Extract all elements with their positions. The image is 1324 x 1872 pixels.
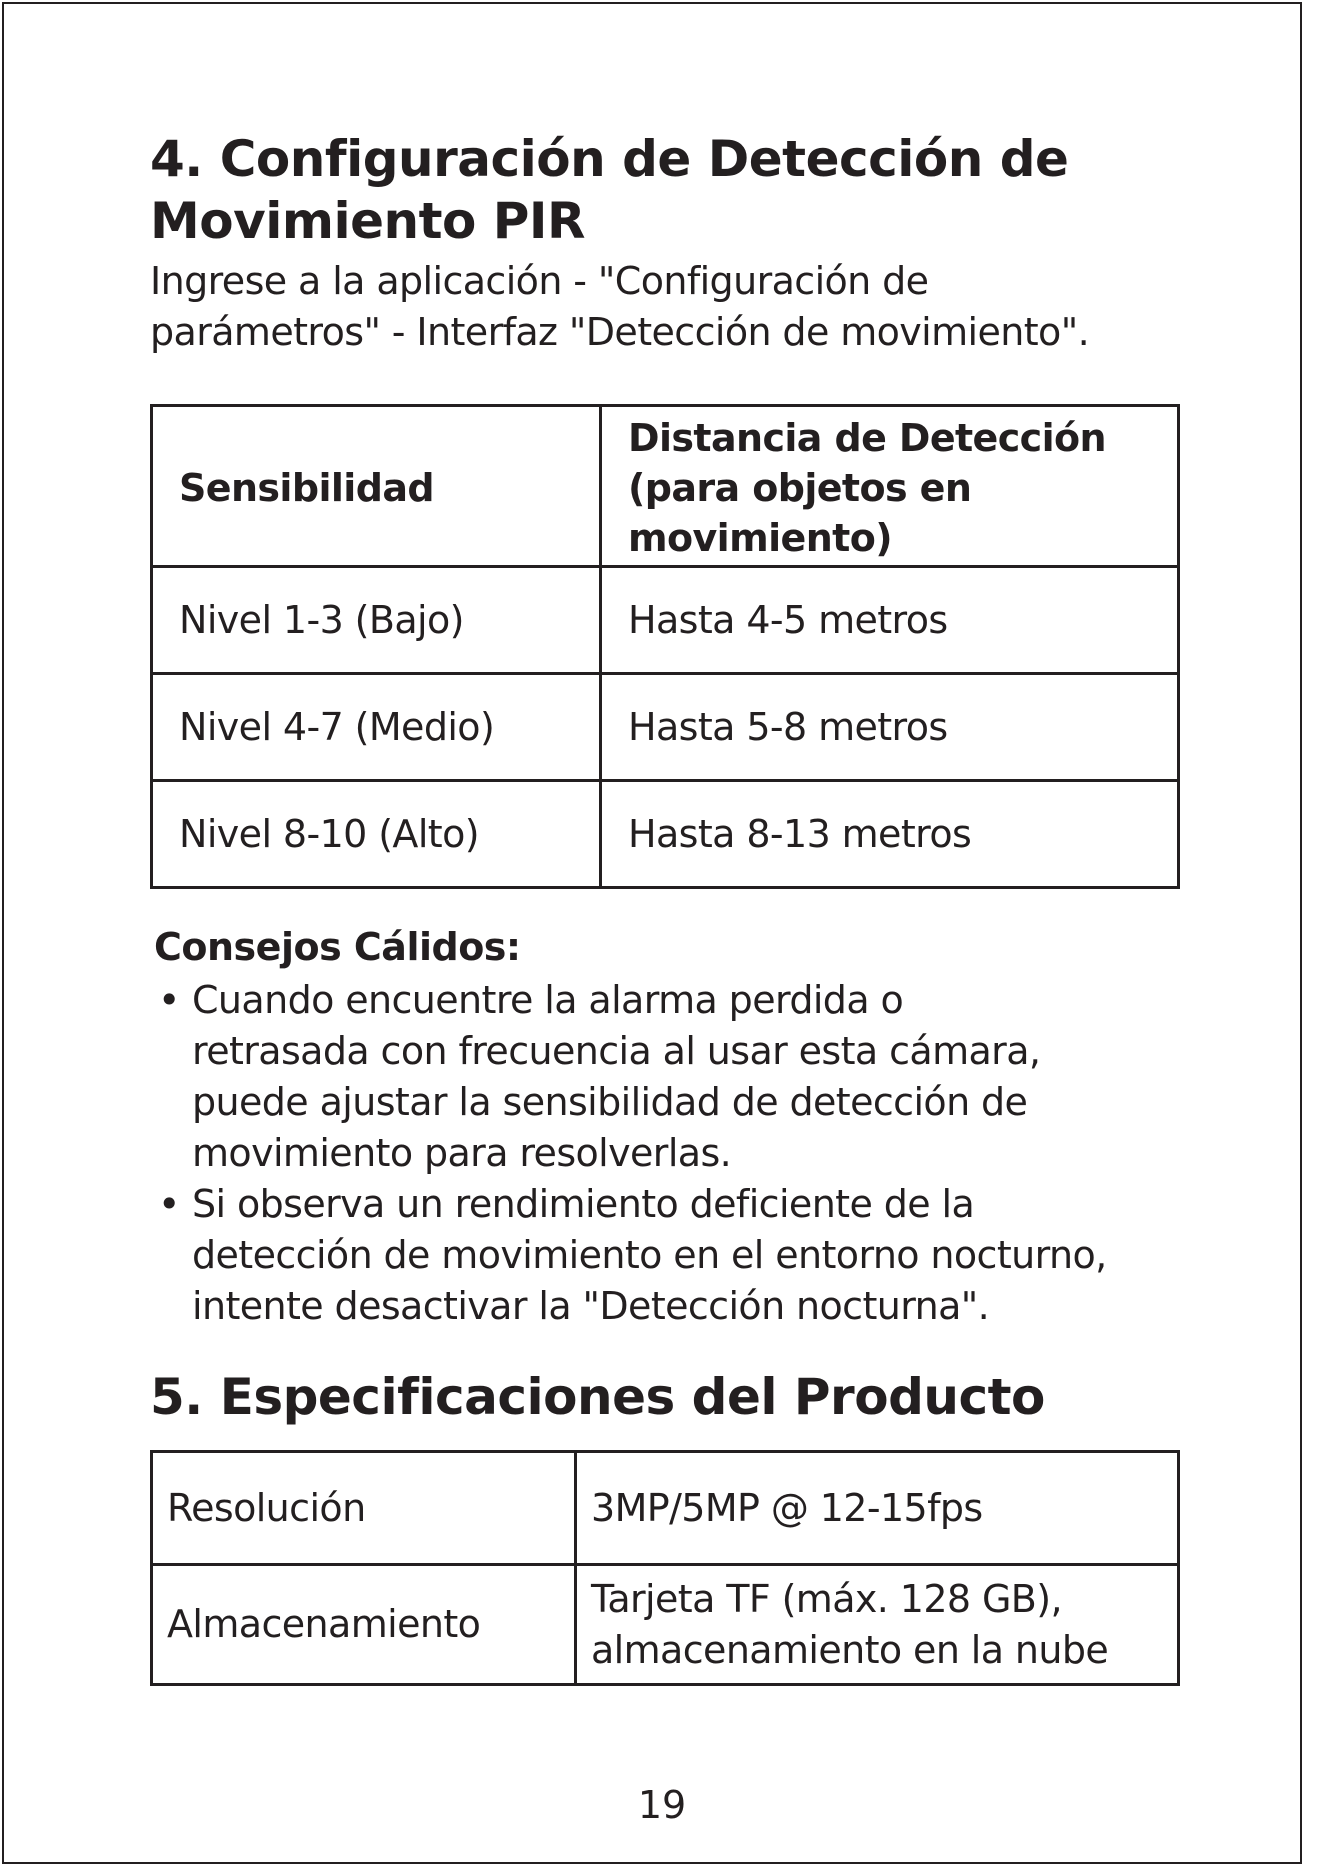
level-cell: Nivel 1-3 (Bajo) (152, 567, 601, 674)
tips-list (150, 975, 1180, 1332)
distance-cell: Hasta 4-5 metros (601, 567, 1179, 674)
tip-1-line-3: puede ajustar la sensibilidad de detección de (192, 1080, 1028, 1124)
list-item (150, 1179, 1180, 1332)
table-row (152, 1452, 1179, 1565)
tip-2-line-3: intente desactivar la "Detección nocturna". (192, 1284, 990, 1328)
tips-title: Consejos Cálidos: (154, 925, 521, 969)
tip-2-line-2: detección de movimiento en el entorno nocturno, (192, 1233, 1107, 1277)
tip-1-line-1: Cuando encuentre la alarma perdida o (192, 978, 904, 1022)
table-row (152, 567, 1179, 674)
header-sensitivity: Sensibilidad (152, 406, 601, 567)
spec-value-cell (576, 1565, 1179, 1685)
spec-value-line-1: 3MP/5MP @ 12-15fps (591, 1485, 983, 1530)
bullet-icon: • (158, 1182, 180, 1226)
section-4-title-line-2: Movimiento PIR (150, 192, 585, 250)
spec-value-line-1: Tarjeta TF (máx. 128 GB), (591, 1576, 1062, 1621)
table-row (152, 1565, 1179, 1685)
table-header-row (152, 406, 1179, 567)
section-5-title: 5. Especificaciones del Producto (150, 1368, 1045, 1426)
section-4-title-line-1: 4. Configuración de Detección de (150, 130, 1069, 188)
spec-value-line-2: almacenamiento en la nube (591, 1627, 1109, 1672)
intro-line-1: Ingrese a la aplicación - "Configuración de (150, 259, 929, 303)
header-distance-line-3: movimiento) (628, 516, 892, 560)
header-distance-line-1: Distancia de Detección (628, 416, 1106, 460)
table-row (152, 781, 1179, 888)
header-detection-distance (601, 406, 1179, 567)
specifications-table (150, 1450, 1180, 1686)
bullet-icon: • (158, 978, 180, 1022)
spec-label-cell: Almacenamiento (152, 1565, 576, 1685)
header-distance-line-2: (para objetos en (628, 466, 972, 510)
section-4-intro (150, 256, 1180, 358)
distance-cell: Hasta 5-8 metros (601, 674, 1179, 781)
tip-1-line-4: movimiento para resolverlas. (192, 1131, 732, 1175)
intro-line-2: parámetros" - Interfaz "Detección de movimiento". (150, 310, 1090, 354)
spec-value-cell (576, 1452, 1179, 1565)
level-cell: Nivel 4-7 (Medio) (152, 674, 601, 781)
tip-2-line-1: Si observa un rendimiento deficiente de la (192, 1182, 975, 1226)
page-content (150, 128, 1180, 1686)
spec-label-cell: Resolución (152, 1452, 576, 1565)
section-4-title (150, 128, 1180, 252)
page-number: 19 (637, 1783, 687, 1827)
list-item (150, 975, 1180, 1179)
tip-1-line-2: retrasada con frecuencia al usar esta cámara, (192, 1029, 1041, 1073)
pir-sensitivity-table (150, 404, 1180, 889)
level-cell: Nivel 8-10 (Alto) (152, 781, 601, 888)
table-row (152, 674, 1179, 781)
distance-cell: Hasta 8-13 metros (601, 781, 1179, 888)
